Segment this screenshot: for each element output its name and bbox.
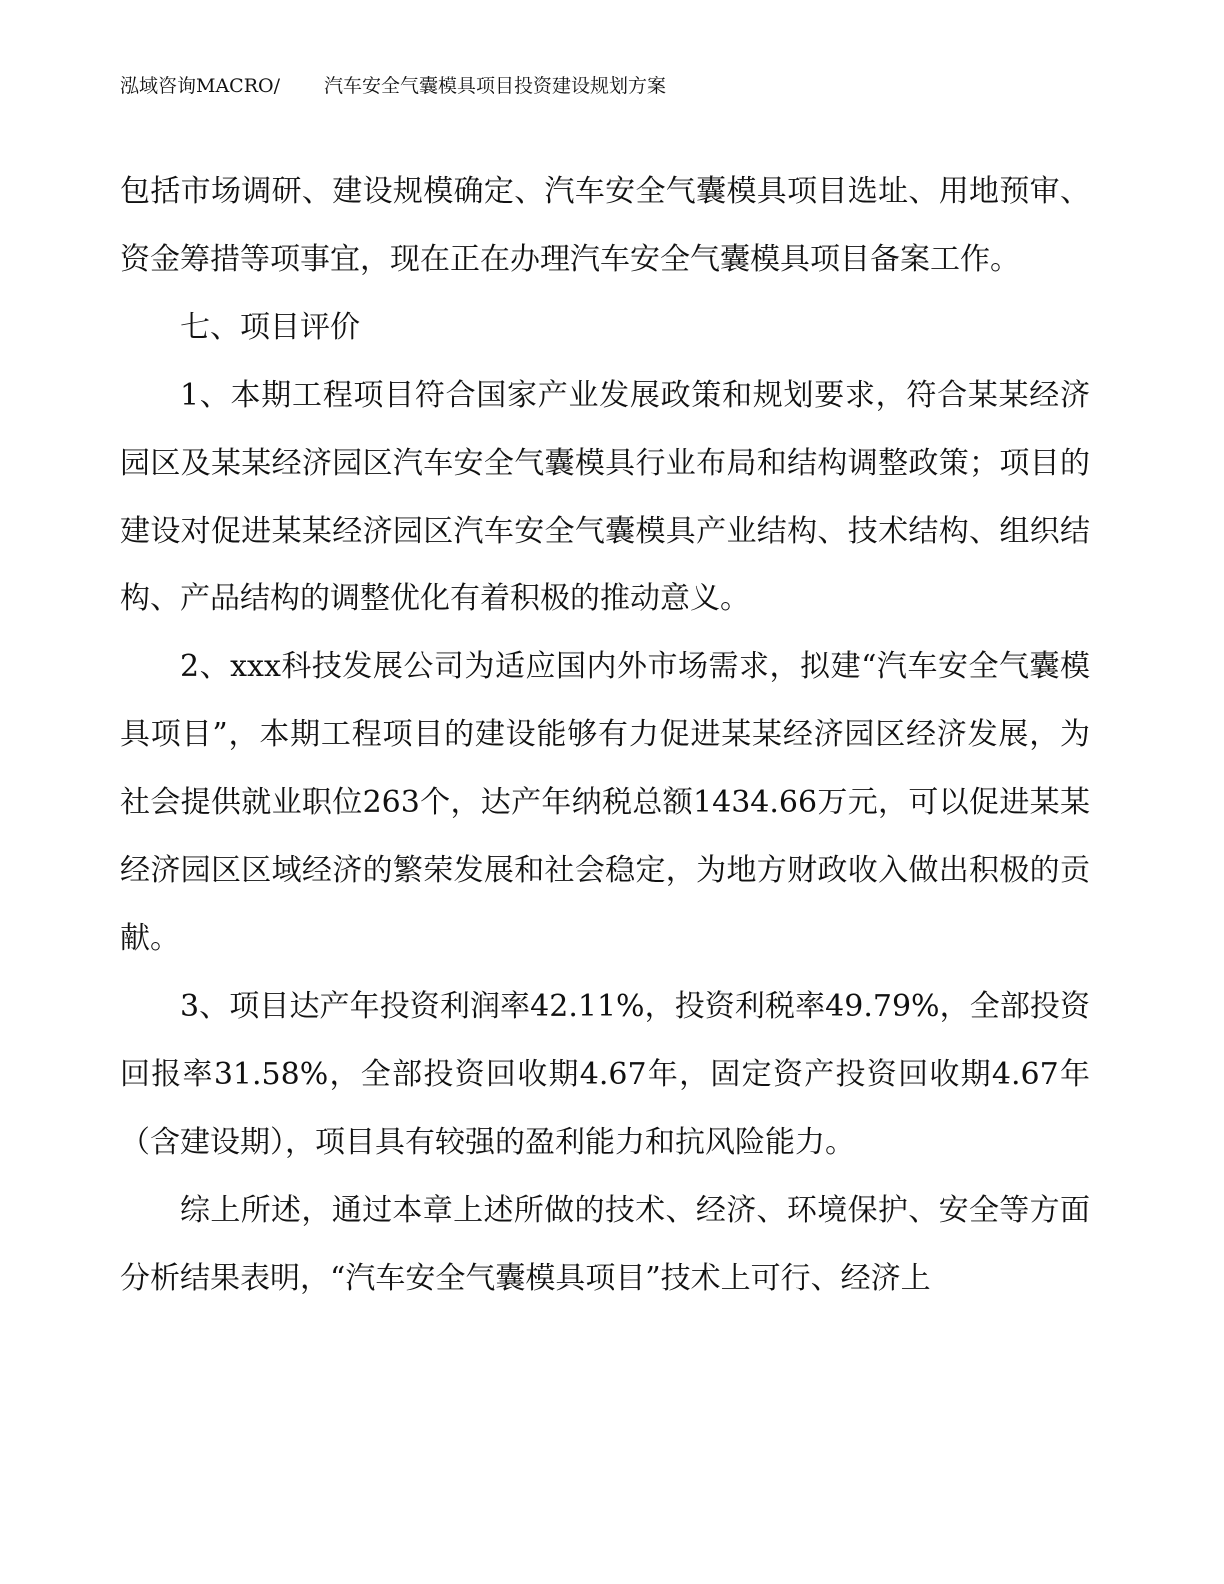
page-header xyxy=(120,70,666,102)
paragraph-item-3: 3、项目达产年投资利润率42.11%，投资利税率49.79%，全部投资回报率31.58%，全部投资回收期4.67年，固定资产投资回收期4.67年（含建设期），项目具有较强的盈利能力和抗风险能力。 xyxy=(120,988,1090,1160)
paragraph-continued: 包括市场调研、建设规模确定、汽车安全气囊模具项目选址、用地预审、资金筹措等项事宜，现在正在办理汽车安全气囊模具项目备案工作。 xyxy=(120,174,1090,277)
header-brand: 泓域咨询MACRO/ xyxy=(120,75,280,97)
paragraph-item-1: 1、本期工程项目符合国家产业发展政策和规划要求，符合某某经济园区及某某经济园区汽车安全气囊模具行业布局和结构调整政策；项目的建设对促进某某经济园区汽车安全气囊模具产业结构、技术结构、组织结构、产品结构的调整优化有着积极的推动意义。 xyxy=(120,377,1090,617)
header-document-title: 汽车安全气囊模具项目投资建设规划方案 xyxy=(324,75,667,97)
document-body xyxy=(120,158,1090,1312)
section-heading: 七、项目评价 xyxy=(180,309,360,345)
paragraph-item-2: 2、xxx科技发展公司为适应国内外市场需求，拟建“汽车安全气囊模具项目”，本期工程项目的建设能够有力促进某某经济园区经济发展，为社会提供就业职位263个，达产年纳税总额1434.66万元，可以促进某某经济园区区域经济的繁荣发展和社会稳定，为地方财政收入做出积极的贡献。 xyxy=(120,649,1090,956)
paragraph-summary: 综上所述，通过本章上述所做的技术、经济、环境保护、安全等方面分析结果表明，“汽车安全气囊模具项目”技术上可行、经济上 xyxy=(120,1192,1090,1296)
